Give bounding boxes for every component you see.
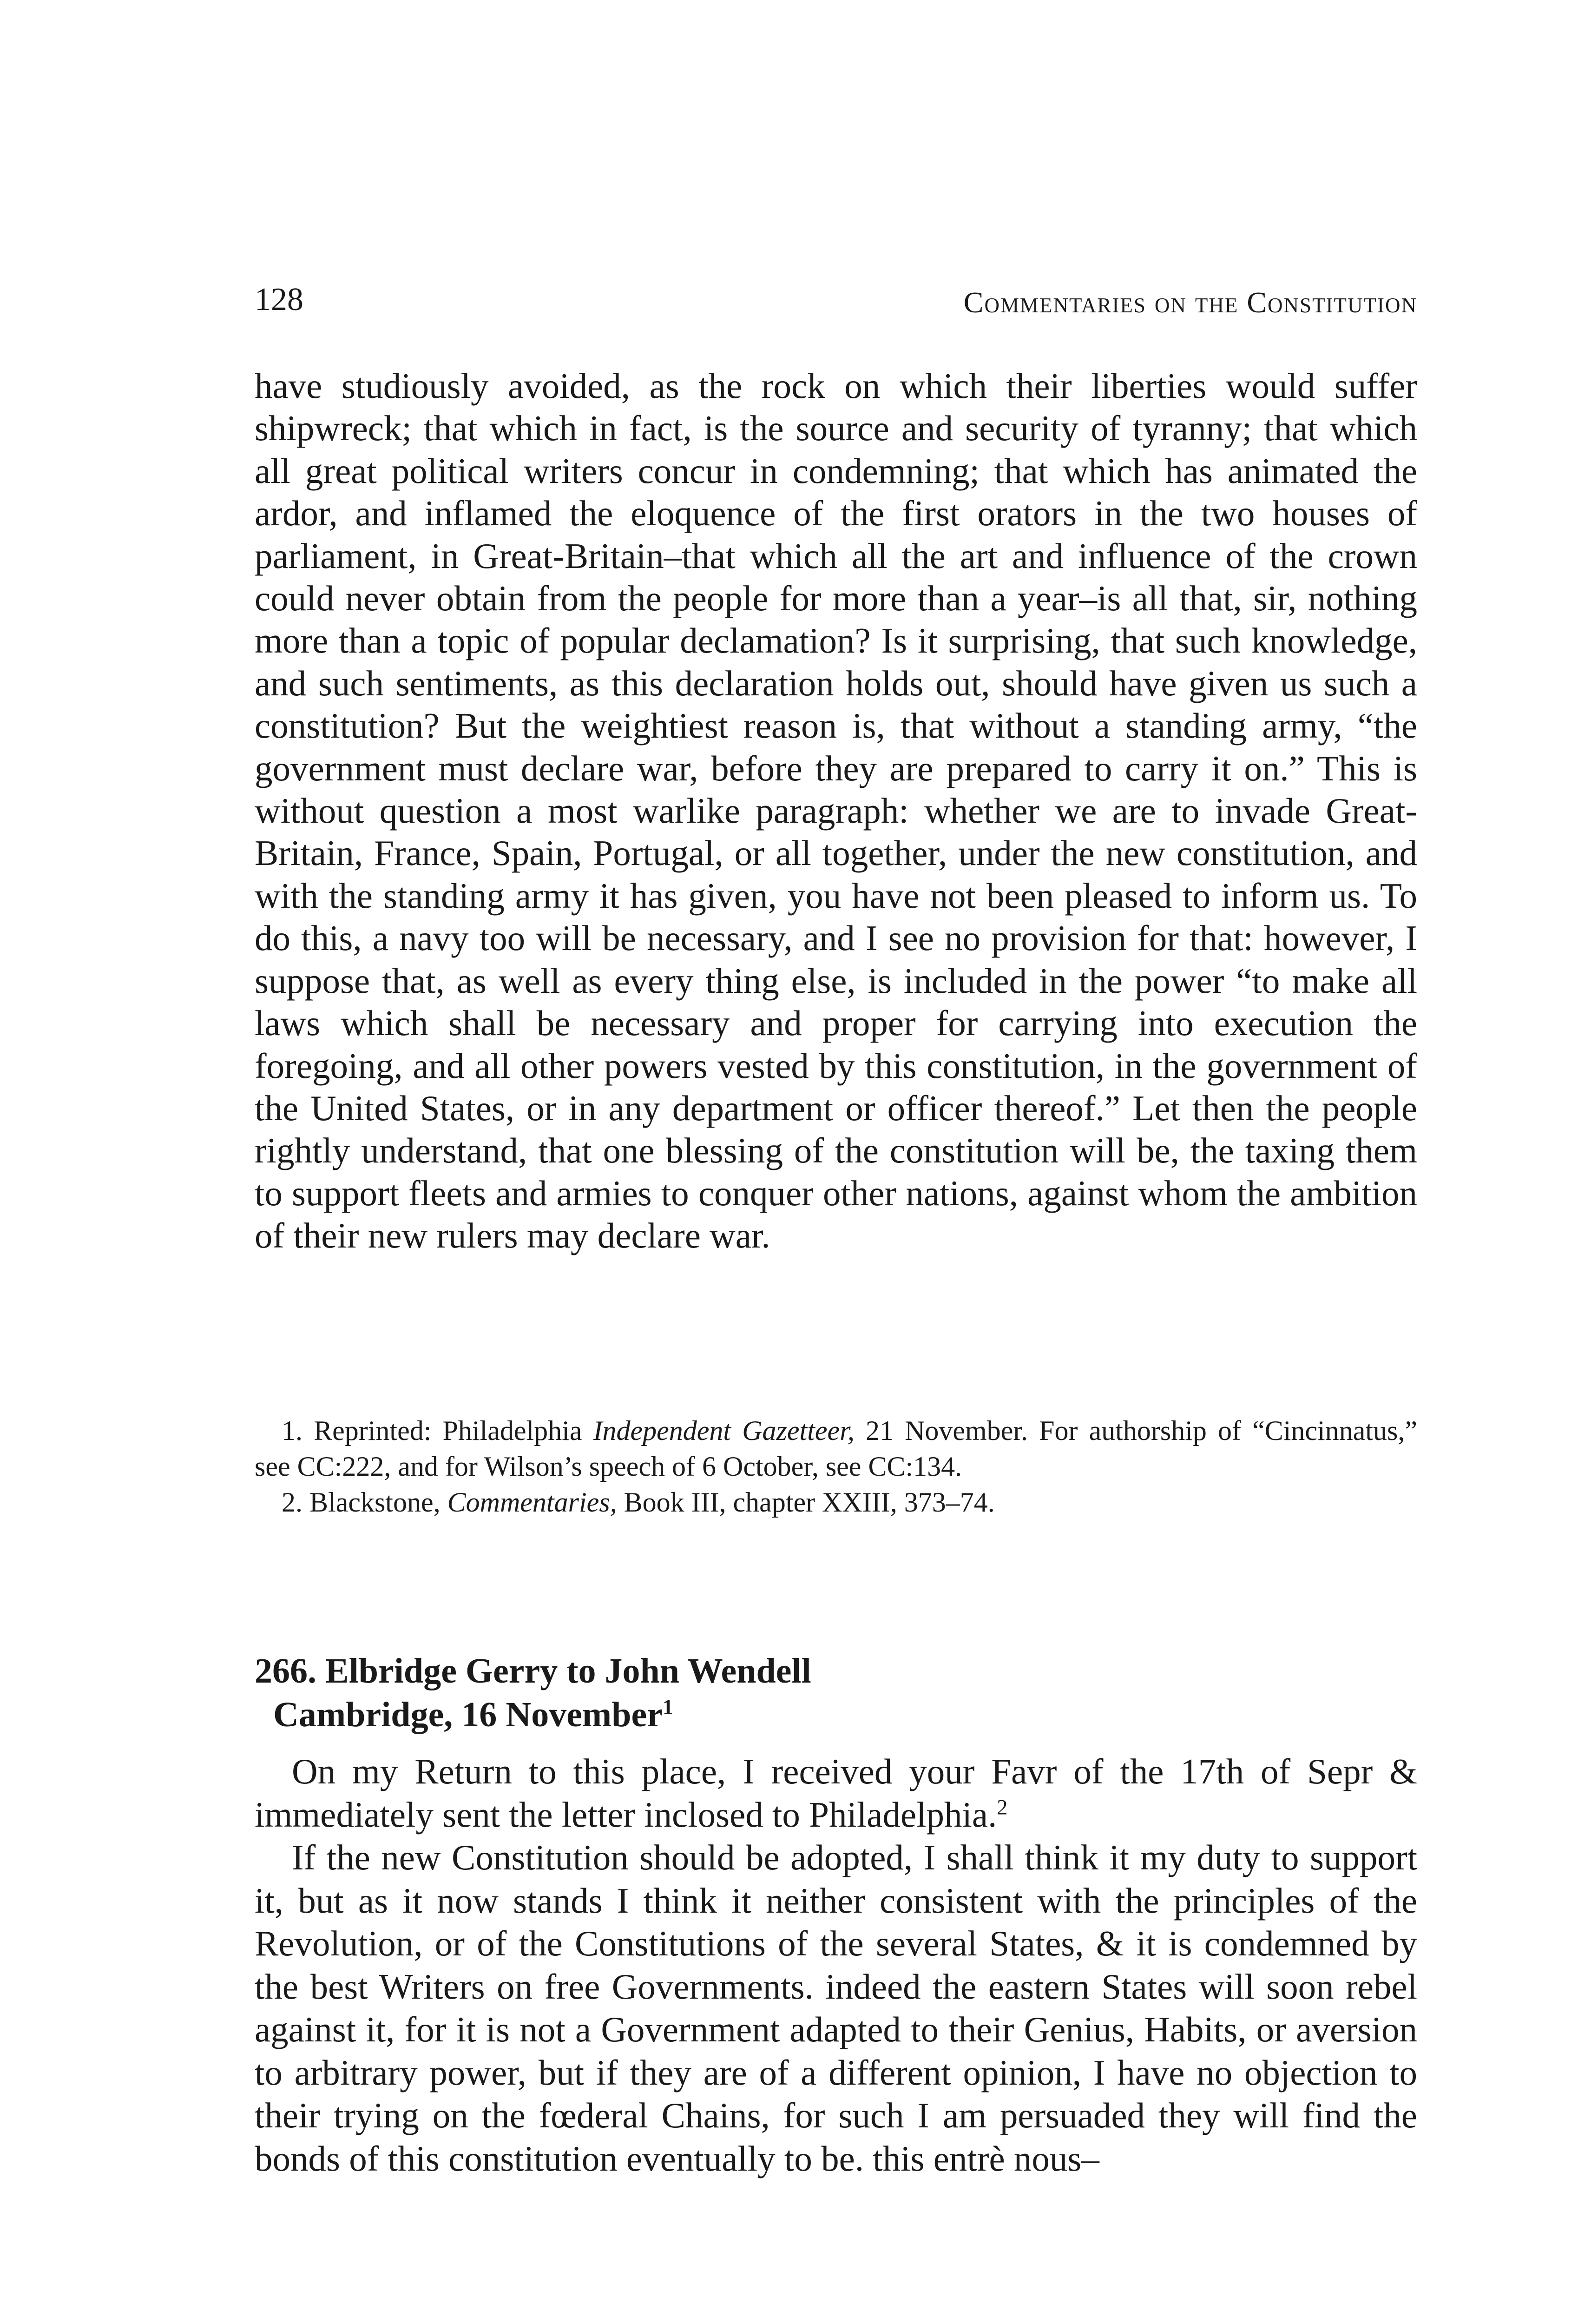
document-title: 266. Elbridge Gerry to John Wendell xyxy=(255,1651,811,1690)
footnote-1: 1. Reprinted: Philadelphia Independent Gazetteer, 21 November. For authorship of “Cincinnatus,” see CC:222, and for Wilson’s speech of 6 October, see CC:134. xyxy=(255,1415,1418,1482)
body-paragraph: have studiously avoided, as the rock on which their liberties would suffer shipwreck; that which in fact, is the source and security of tyranny; that which all great political writers concur in condemning; that which has animated the ardor, and inflamed the eloquence of the first orators in the two houses of parliament, in Great-Britain–that which all the art and influence of the crown could never obtain from the people for more than a year–is all that, sir, nothing more than a topic of popular declamation? Is it surprising, that such knowledge, and such sentiments, as this declaration holds out, should have given us such a constitution? But the weightiest reason is, that without a standing army, “the government must declare war, before they are prepared to carry it on.” This is without question a most warlike paragraph: whether we are to invade Great-Britain, France, Spain, Portugal, or all together, under the new constitution, and with the standing army it has given, you have not been pleased to inform us. To do this, a navy too will be necessary, and I see no provision for that: however, I suppose that, as well as every thing else, is included in the power “to make all laws which shall be necessary and proper for carrying into execution the foregoing, and all other powers vested by this constitution, in the government of the United States, or in any department or officer thereof.” Let then the people rightly understand, that one blessing of the constitution will be, the taxing them to support fleets and armies to conquer other nations, against whom the ambition of their new rulers may declare war. xyxy=(255,366,1417,1256)
letter-paragraph-2: If the new Constitution should be adopted, I shall think it my duty to support it, but as it now stands I think it neither consistent with the principles of the Revolution, or of the Constitutions of the several States, & it is condemned by the best Writers on free Governments. indeed the eastern States will soon rebel against it, for it is not a Government adapted to their Genius, Habits, or aversion to arbitrary power, but if they are of a different opinion, I have no objection to their trying on the fœderal Chains, for such I am persuaded they will find the bonds of this constitution eventually to be. this entrè nous– xyxy=(255,1837,1417,2179)
footnote-ref: 1 xyxy=(662,1695,673,1719)
footnotes xyxy=(255,1413,1417,1520)
running-head: Commentaries on the Constitution xyxy=(963,286,1417,319)
letter-paragraph-1: On my Return to this place, I received your Favr of the 17th of Sepr & immediately sent the letter inclosed to Philadelphia.$^2$ xyxy=(255,1751,1417,1835)
footnote-2: 2. Blackstone, Commentaries, Book III, chapter XXIII, 373–74. xyxy=(282,1487,995,1518)
continued-text xyxy=(255,365,1417,1257)
document-heading xyxy=(255,1649,1417,1736)
page-number: 128 xyxy=(255,282,303,317)
letter-text xyxy=(255,1750,1417,2180)
page-header xyxy=(255,279,1417,321)
document-place-date: Cambridge, 16 November$^1$ xyxy=(273,1695,673,1734)
footnote-ref: 2 xyxy=(997,1795,1008,1819)
